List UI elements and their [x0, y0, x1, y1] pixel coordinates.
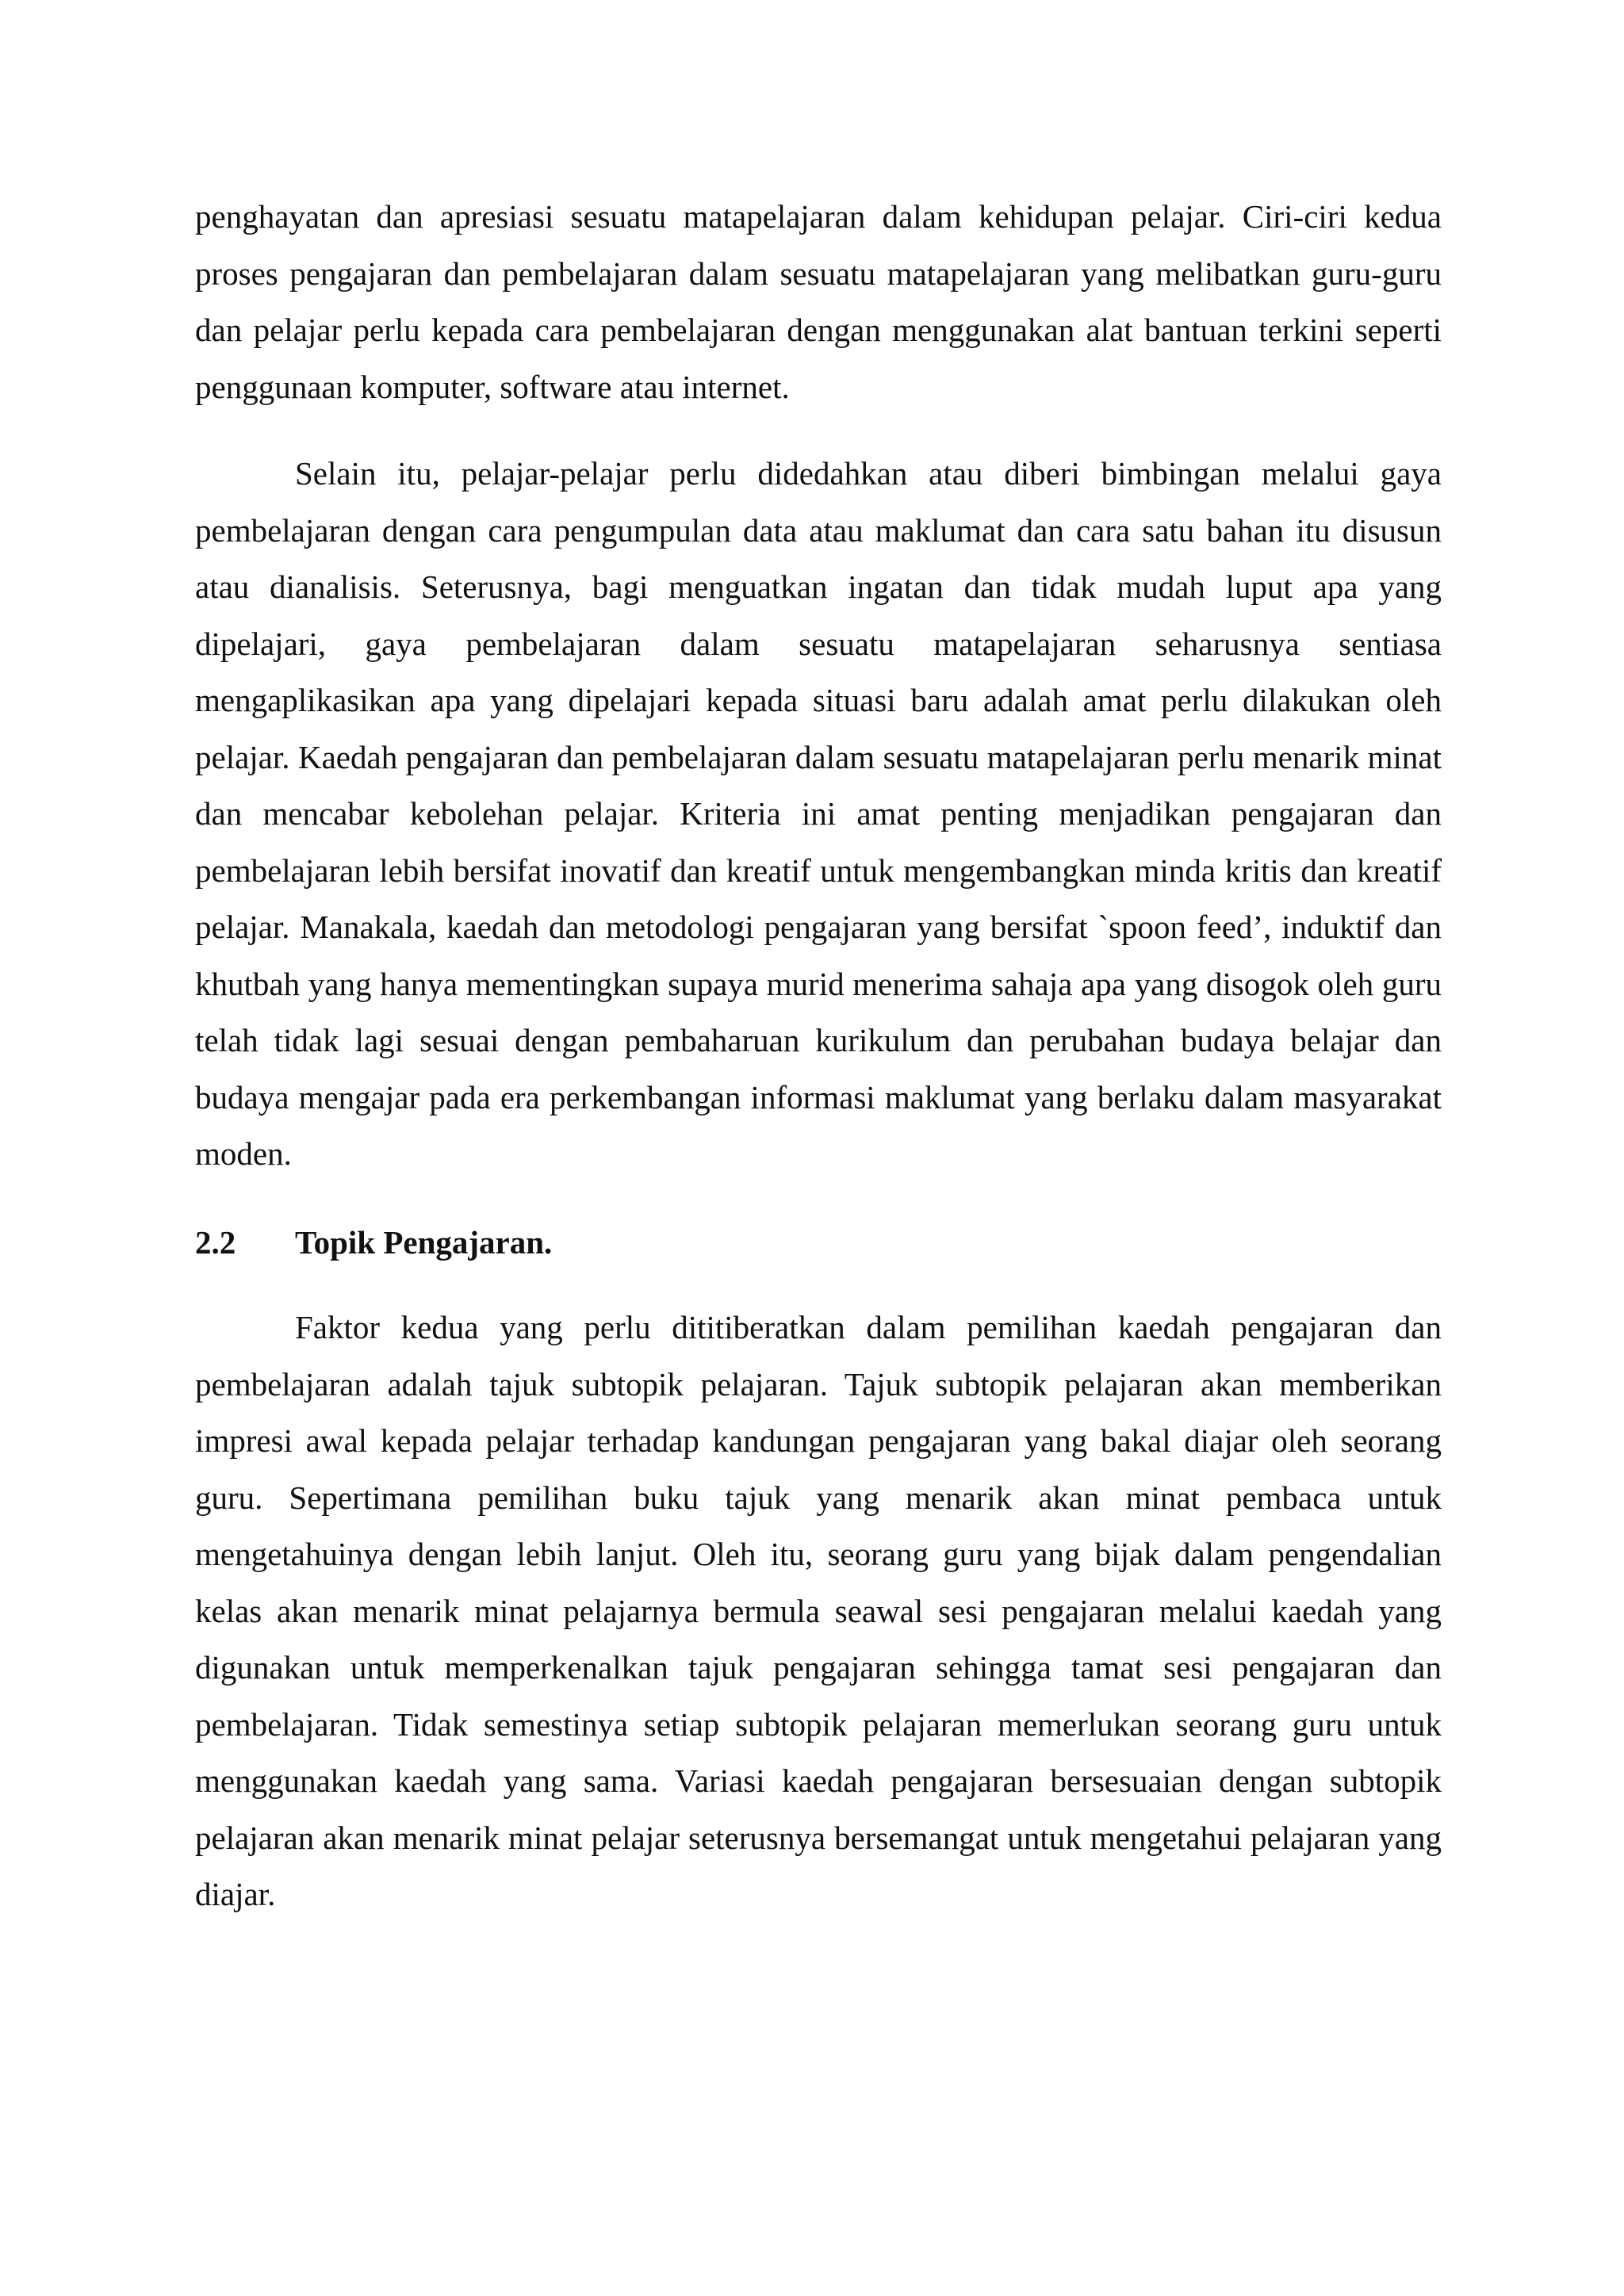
section-number: 2.2: [195, 1223, 236, 1261]
section-heading: [195, 1215, 1442, 1272]
section-title: Topik Pengajaran.: [295, 1223, 553, 1261]
body-paragraph: penghayatan dan apresiasi sesuatu matapelajaran dalam kehidupan pelajar. Ciri-ciri kedua proses pengajaran dan pembelajaran dalam sesuatu matapelajaran yang melibatkan guru-guru dan pelajar perlu kepada cara pembelajaran dengan menggunakan alat bantuan terkini seperti penggunaan komputer, software atau internet.: [195, 198, 1442, 405]
document-body: [195, 189, 1442, 1923]
body-paragraph: Faktor kedua yang perlu dititiberatkan dalam pemilihan kaedah pengajaran dan pembelajaran adalah tajuk subtopik pelajaran. Tajuk subtopik pelajaran akan memberikan impresi awal kepada pelajar terhadap kandungan pengajaran yang bakal diajar oleh seorang guru. Sepertimana pemilihan buku tajuk yang menarik akan minat pembaca untuk mengetahuinya dengan lebih lanjut. Oleh itu, seorang guru yang bijak dalam pengendalian kelas akan menarik minat pelajarnya bermula seawal sesi pengajaran melalui kaedah yang digunakan untuk memperkenalkan tajuk pengajaran sehingga tamat sesi pengajaran dan pembelajaran. Tidak semestinya setiap subtopik pelajaran memerlukan seorang guru untuk menggunakan kaedah yang sama. Variasi kaedah pengajaran bersesuaian dengan subtopik pelajaran akan menarik minat pelajar seterusnya bersemangat untuk mengetahui pelajaran yang diajar.: [195, 1309, 1442, 1912]
body-paragraph: Selain itu, pelajar-pelajar perlu didedahkan atau diberi bimbingan melalui gaya pembelajaran dengan cara pengumpulan data atau maklumat dan cara satu bahan itu disusun atau dianalisis. Seterusnya, bagi menguatkan ingatan dan tidak mudah luput apa yang dipelajari, gaya pembelajaran dalam sesuatu matapelajaran seharusnya sentiasa mengaplikasikan apa yang dipelajari kepada situasi baru adalah amat perlu dilakukan oleh pelajar. Kaedah pengajaran dan pembelajaran dalam sesuatu matapelajaran perlu menarik minat dan mencabar kebolehan pelajar. Kriteria ini amat penting menjadikan pengajaran dan pembelajaran lebih bersifat inovatif dan kreatif untuk mengembangkan minda kritis dan kreatif pelajar. Manakala, kaedah dan metodologi pengajaran yang bersifat `spoon feed’, induktif dan khutbah yang hanya mementingkan supaya murid menerima sahaja apa yang disogok oleh guru telah tidak lagi sesuai dengan pembaharuan kurikulum dan perubahan budaya belajar dan budaya mengajar pada era perkembangan informasi maklumat yang berlaku dalam masyarakat moden.: [195, 455, 1442, 1172]
